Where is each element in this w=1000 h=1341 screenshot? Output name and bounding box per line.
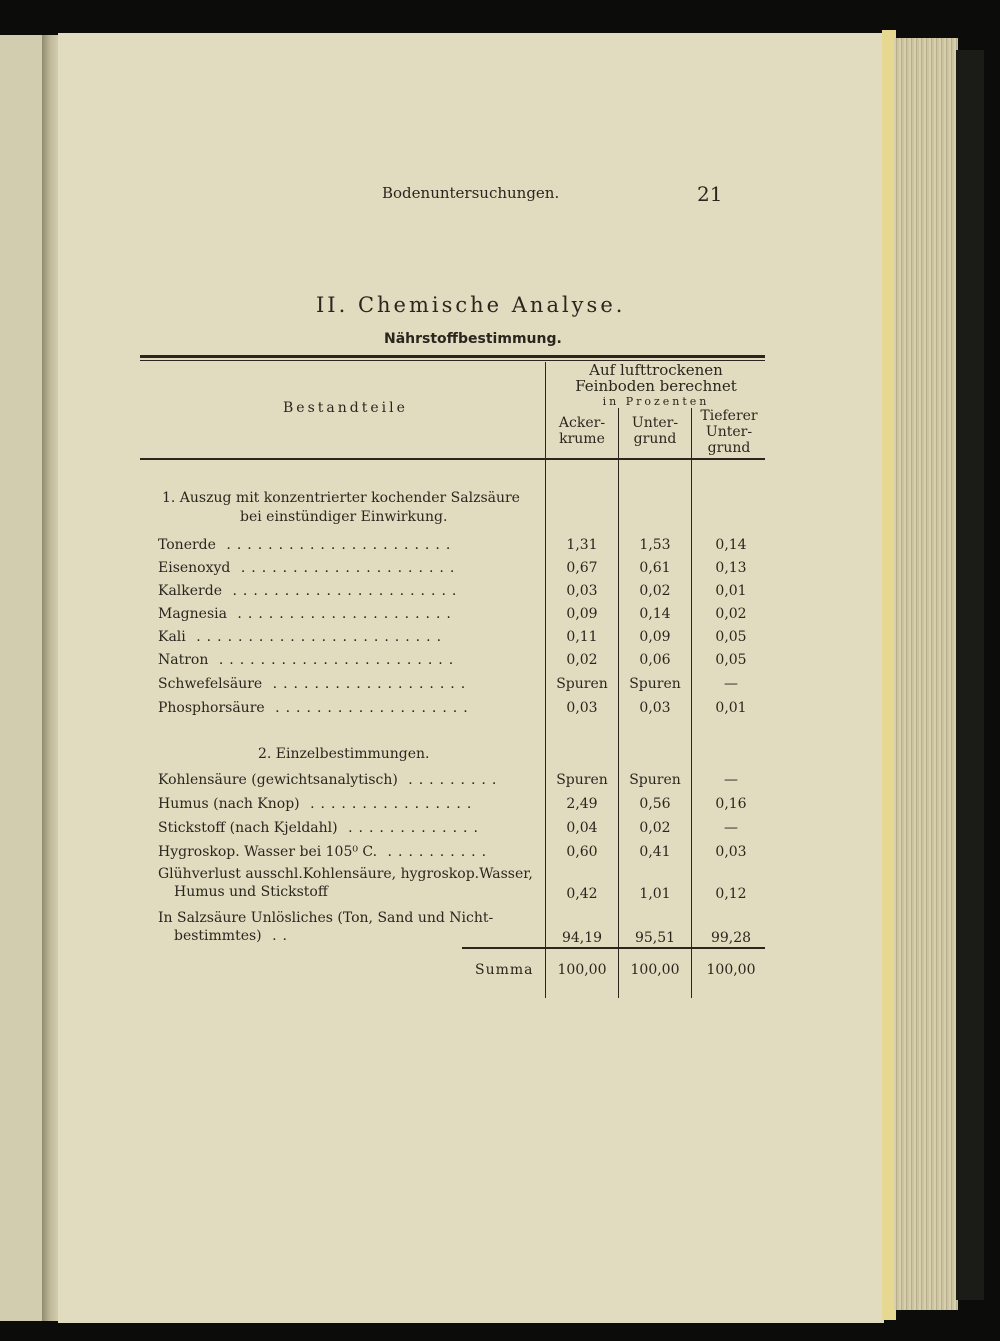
column-header-untergrund: [620, 415, 690, 447]
row-value: —: [724, 820, 738, 836]
group-header-line: Auf lufttrockenen: [589, 361, 723, 379]
row-label: [158, 910, 493, 944]
row-label-text: Natron .......................: [158, 652, 460, 668]
column-divider: [618, 408, 619, 998]
leader-dots: .......................: [208, 652, 460, 668]
row-value: Spuren: [629, 772, 681, 788]
row-value: 1,53: [639, 537, 671, 553]
row-label: [158, 676, 471, 692]
leader-dots: ......................: [222, 583, 463, 599]
row-value: 0,16: [715, 796, 747, 812]
row-value: 0,56: [639, 796, 671, 812]
section-title: II. Chemische Analyse.: [316, 293, 626, 317]
leader-dots: ................: [299, 796, 478, 812]
row-label: [158, 583, 462, 599]
row-label-text: Tonerde ......................: [158, 537, 457, 553]
row-value: 0,61: [639, 560, 671, 576]
row-value: 0,05: [715, 629, 747, 645]
row-label-text: Magnesia .....................: [158, 606, 457, 622]
row-value: 0,12: [715, 886, 747, 902]
group-header: [548, 362, 764, 410]
row-label: [158, 866, 533, 900]
row-label-text: Eisenoxyd .....................: [158, 560, 461, 576]
group-header-line: Feinboden berechnet: [575, 377, 737, 395]
total-value: 100,00: [557, 962, 607, 978]
row-label-line: In Salzsäure Unlösliches (Ton, Sand und Nicht-: [158, 910, 494, 926]
row-value: Spuren: [556, 772, 608, 788]
row-value: —: [724, 772, 738, 788]
leader-dots: .....................: [226, 606, 457, 622]
group1-title: 1. Auszug mit konzentrierter kochender Salzsäure: [162, 490, 520, 506]
row-label: [158, 700, 474, 716]
row-label: [158, 820, 484, 836]
row-value: 0,13: [715, 560, 747, 576]
left-page-edge: [0, 35, 46, 1321]
column-divider: [545, 362, 546, 998]
row-value: 95,51: [634, 930, 676, 946]
row-label-line: Humus und Stickstoff: [174, 884, 328, 900]
row-label: [158, 652, 459, 668]
column-header-line: grund: [633, 431, 677, 447]
row-value: 0,67: [566, 560, 598, 576]
row-label-line: Glühverlust ausschl.Kohlensäure, hygroskop.Wasser,: [158, 866, 533, 882]
row-label-text: Kalkerde ......................: [158, 583, 463, 599]
row-value: 94,19: [561, 930, 603, 946]
row-value: 0,09: [639, 629, 671, 645]
leader-dots: .............: [337, 820, 484, 836]
row-value: 0,60: [566, 844, 598, 860]
row-value: 99,28: [710, 930, 752, 946]
leader-dots: ...................: [264, 700, 474, 716]
row-value: 0,05: [715, 652, 747, 668]
row-value: Spuren: [629, 676, 681, 692]
group-header-line: in Prozenten: [602, 395, 710, 408]
row-value: 0,09: [566, 606, 598, 622]
stub-header: Bestandteile: [283, 400, 408, 416]
group1-title: bei einstündiger Einwirkung.: [240, 509, 448, 525]
column-header-tieferer-untergrund: [693, 408, 765, 456]
row-value: 0,06: [639, 652, 671, 668]
row-label: [158, 560, 460, 576]
row-value: 0,14: [639, 606, 671, 622]
row-value: 0,02: [566, 652, 598, 668]
column-header-line: Acker-: [558, 415, 606, 431]
row-value: 0,02: [639, 583, 671, 599]
leader-dots: .........: [397, 772, 503, 788]
row-value: 0,03: [639, 700, 671, 716]
row-label-text: Hygroskop. Wasser bei 105⁰ C. ..........: [158, 844, 493, 860]
row-label-text: Humus (nach Knop) ................: [158, 796, 478, 812]
column-header-line: Tieferer: [700, 408, 758, 424]
row-value: 0,01: [715, 700, 747, 716]
row-label: [158, 629, 447, 645]
row-value: 0,03: [566, 583, 598, 599]
row-label: [158, 537, 456, 553]
leader-dots: .....................: [230, 560, 461, 576]
row-label: [158, 772, 502, 788]
row-label-line: bestimmtes) ..: [174, 928, 294, 944]
header-bottom-rule: [140, 458, 765, 460]
row-label: [158, 606, 457, 622]
column-header-line: Unter-: [705, 424, 753, 440]
total-label: Summa: [475, 962, 534, 978]
row-value: 0,02: [715, 606, 747, 622]
column-header-line: Unter-: [631, 415, 679, 431]
group2-title: 2. Einzelbestimmungen.: [258, 746, 430, 762]
leader-dots: ........................: [185, 629, 448, 645]
row-value: 0,01: [715, 583, 747, 599]
sum-rule: [462, 947, 765, 949]
row-value: 0,03: [715, 844, 747, 860]
row-label-text: Stickstoff (nach Kjeldahl) .............: [158, 820, 484, 836]
total-value: 100,00: [706, 962, 756, 978]
row-value: 1,31: [566, 537, 598, 553]
row-value: —: [724, 676, 738, 692]
row-label-text: Phosphorsäure ...................: [158, 700, 474, 716]
row-label-text: Kohlensäure (gewichtsanalytisch) .........: [158, 772, 503, 788]
row-value: 2,49: [566, 796, 598, 812]
row-value: 0,14: [715, 537, 747, 553]
leader-dots: ......................: [215, 537, 457, 553]
leader-dots: ..: [261, 928, 294, 944]
row-value: 0,42: [566, 886, 598, 902]
total-value: 100,00: [630, 962, 680, 978]
table-top-rule: [140, 355, 765, 358]
row-value: 0,02: [639, 820, 671, 836]
row-label: [158, 796, 477, 812]
book-cover: [956, 50, 984, 1300]
page-number: 21: [697, 182, 723, 206]
row-label-text: Schwefelsäure ...................: [158, 676, 472, 692]
row-value: Spuren: [556, 676, 608, 692]
page-block-edges: [894, 38, 958, 1310]
row-value: 0,04: [566, 820, 598, 836]
table-subtitle: Nährstoffbestimmung.: [384, 331, 562, 347]
column-divider: [691, 408, 692, 998]
column-header-line: grund: [707, 440, 751, 456]
row-value: 0,41: [639, 844, 671, 860]
row-label-text: Kali ........................: [158, 629, 448, 645]
leader-dots: ...................: [262, 676, 472, 692]
row-value: 1,01: [639, 886, 671, 902]
column-header-line: krume: [559, 431, 605, 447]
column-header-ackerkrume: [547, 415, 617, 447]
row-label: [158, 844, 492, 860]
row-value: 0,03: [566, 700, 598, 716]
running-header: Bodenuntersuchungen.: [382, 184, 560, 202]
row-value: 0,11: [566, 629, 598, 645]
leader-dots: ..........: [377, 844, 493, 860]
